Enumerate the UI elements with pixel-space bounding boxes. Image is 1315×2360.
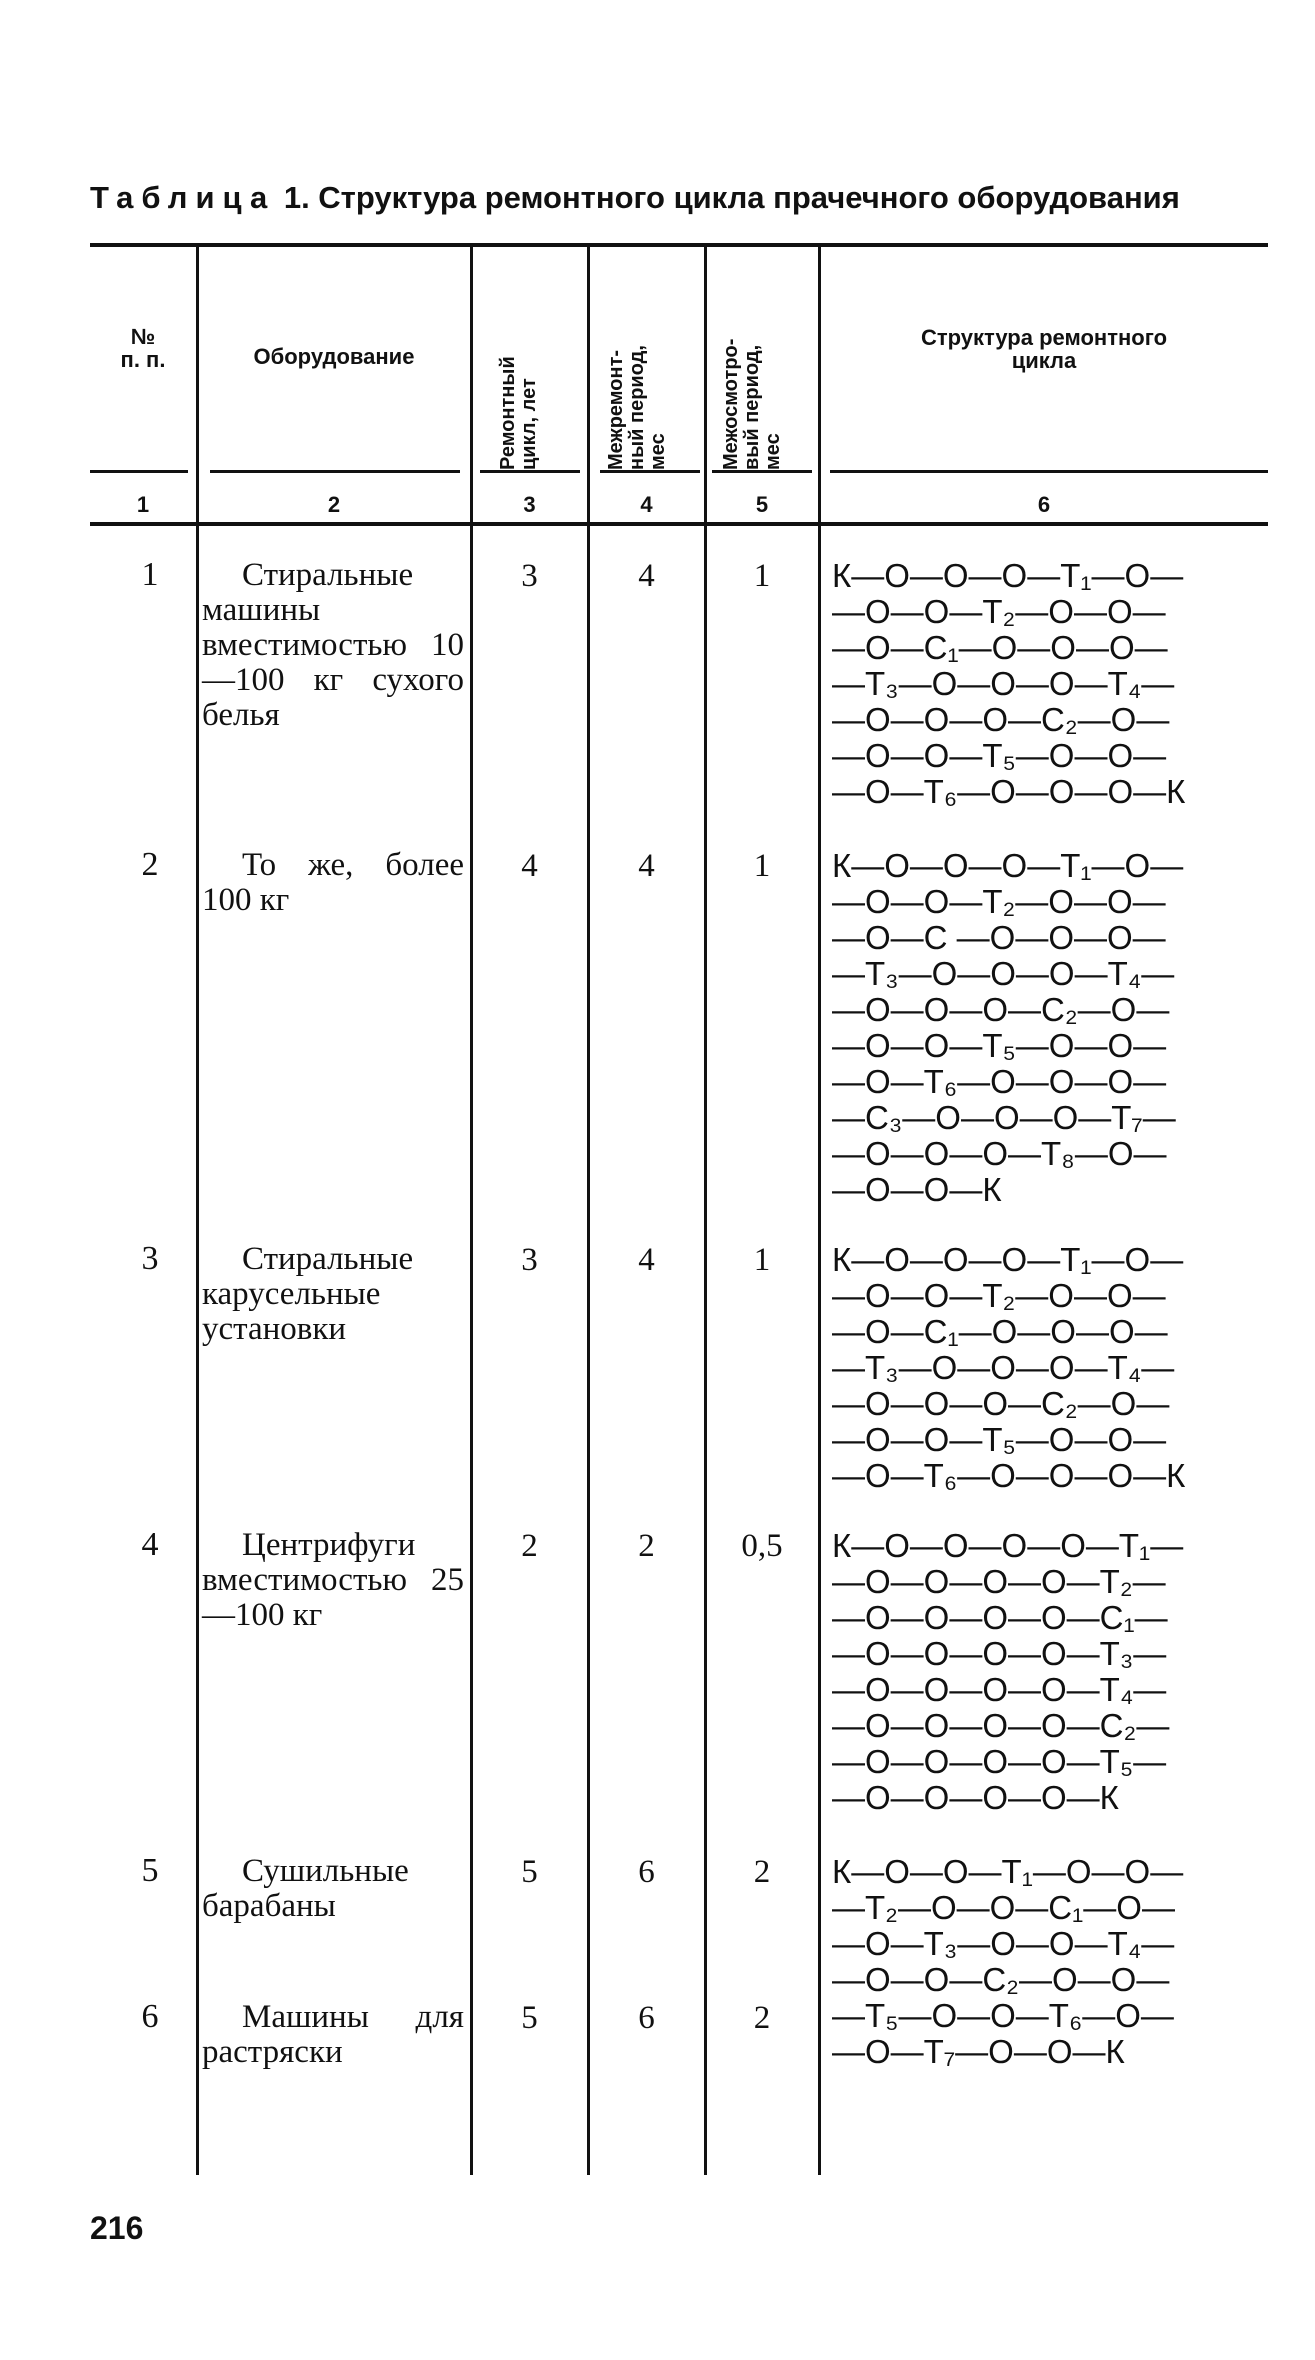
page-number: 216 [90,2210,144,2246]
header-bottom-rule-6 [830,470,1268,473]
row-1-cycle: 3 [521,558,538,594]
header-bottom-rule-3 [480,470,580,473]
header-bottom-rule-5 [712,470,812,473]
header-bottom-rule-1 [90,470,188,473]
row-3-cycle: 3 [521,1242,538,1278]
row-6-interrepair: 6 [638,2000,655,2036]
header-equipment: Оборудование [253,344,415,369]
row-3-interrepair: 4 [638,1242,655,1278]
column-number-2: 2 [327,492,341,517]
row-1-structure: К—О—О—О—Т₁—О— —О—О—Т₂—О—О— —О—С₁—О—О—О— —Т₃—О—О—О—Т₄— —О—О—О—С₂—О— —О—О—Т₅—О—О— —О—Т₆—О—О—О—К [832,557,1186,810]
row-6-interinspection: 2 [753,2000,771,2036]
header-structure: Структура ремонтного цикла [920,325,1168,374]
row-4-interinspection: 0,5 [741,1528,783,1564]
row-5-cycle: 5 [521,1854,538,1890]
header-interinspection-period: Межосмотро- вый период, мес [720,338,784,470]
row-2-cycle: 4 [521,848,538,884]
row-5-interrepair: 6 [638,1854,655,1890]
table-top-rule [90,243,1268,247]
table-title-text: 1. Структура ремонтного цикла прачечного оборудования [275,180,1180,215]
row-2-num: 2 [141,846,159,883]
row-1-num: 1 [141,556,159,593]
table-title [90,180,1270,216]
row-2-equipment: То же, более 100 кг [202,847,464,918]
row-6-cycle: 5 [521,2000,538,2036]
row-5-structure: К—О—О—Т₁—О—О— —Т₂—О—О—С₁—О— —О—Т₃—О—О—Т₄— —О—О—С₂—О—О— —Т₅—О—О—Т₆—О— —О—Т₇—О—О—К [832,1853,1184,2070]
column-number-5: 5 [755,492,769,517]
column-numbers-bottom-rule [90,522,1268,526]
row-4-cycle: 2 [521,1528,538,1564]
header-repair-cycle: Ремонтный цикл, лет [497,356,540,470]
row-4-structure: К—О—О—О—О—Т₁— —О—О—О—О—Т₂— —О—О—О—О—С₁— —О—О—О—О—Т₃— —О—О—О—О—Т₄— —О—О—О—О—С₂— —О—О—О—О—Т₅— —О—О—О—О—К [832,1527,1184,1816]
row-3-interinspection: 1 [753,1242,771,1278]
row-6-equipment: Машины для растряски [202,1999,464,2070]
table-title-prefix: Таблица [90,180,276,215]
row-6-num: 6 [141,1998,159,2035]
row-4-interrepair: 2 [638,1528,655,1564]
column-number-4: 4 [640,492,653,517]
row-4-equipment: Центрифуги вместимостью 25—100 кг [202,1527,464,1633]
column-number-1: 1 [136,492,150,517]
row-3-structure: К—О—О—О—Т₁—О— —О—О—Т₂—О—О— —О—С₁—О—О—О— —Т₃—О—О—О—Т₄— —О—О—О—С₂—О— —О—О—Т₅—О—О— —О—Т₆—О—О—О—К [832,1241,1186,1494]
row-4-num: 4 [141,1526,159,1563]
row-5-equipment: Сушильные барабаны [202,1853,409,1924]
column-number-6: 6 [1037,492,1051,517]
row-1-equipment: Стиральные машины вместимостью 10—100 кг сухого белья [202,557,464,733]
header-interrepair-period: Межремонт- ный период, мес [605,345,669,470]
column-divider-5 [818,247,821,2175]
row-2-interinspection: 1 [753,848,771,884]
row-2-interrepair: 4 [638,848,655,884]
row-2-structure: К—О—О—О—Т₁—О— —О—О—Т₂—О—О— —О—С —О—О—О— —Т₃—О—О—О—Т₄— —О—О—О—С₂—О— —О—О—Т₅—О—О— —О—Т₆—О—О—О— —С₃—О—О—О—Т₇— —О—О—О—Т₈—О— —О—О—К [832,847,1184,1208]
header-num: № п. п. [120,324,166,373]
header-bottom-rule-2 [210,470,460,473]
row-3-equipment: Стиральные карусельные установки [202,1241,414,1347]
row-5-interinspection: 2 [753,1854,771,1890]
column-number-3: 3 [523,492,536,517]
row-1-interrepair: 4 [638,558,655,594]
row-1-interinspection: 1 [753,558,771,594]
row-5-num: 5 [141,1852,159,1889]
row-3-num: 3 [141,1240,159,1277]
header-bottom-rule-4 [600,470,700,473]
